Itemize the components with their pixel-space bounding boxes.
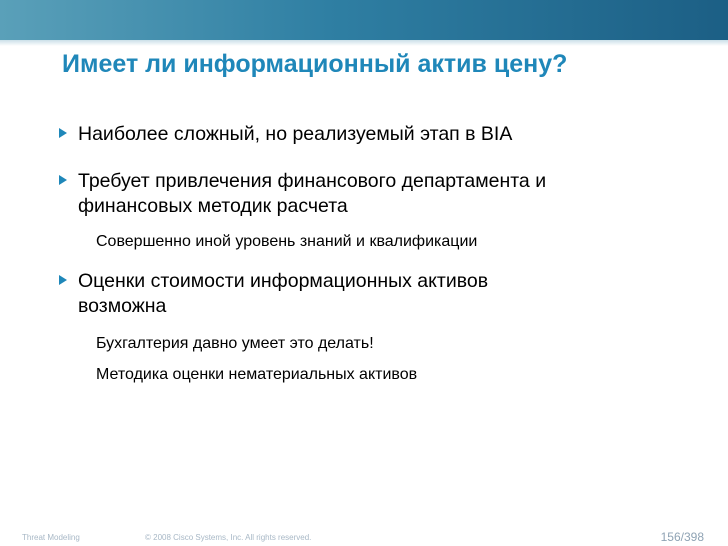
- bullet-arrow-icon: [59, 175, 67, 185]
- bullet-arrow-icon: [59, 128, 67, 138]
- header-bar-shadow: [0, 40, 728, 46]
- bullet-text: Наиболее сложный, но реализуемый этап в BIA: [78, 123, 513, 145]
- bullet-arrow-icon: [59, 275, 67, 285]
- sub-bullet-text: Бухгалтерия давно умеет это делать!: [96, 335, 374, 352]
- sub-bullet-text: Совершенно иной уровень знаний и квалификации: [96, 233, 478, 250]
- bullet-text: возможна: [78, 295, 167, 317]
- bullet-text: финансовых методик расчета: [78, 195, 348, 217]
- sub-bullet-text: Методика оценки нематериальных активов: [96, 366, 418, 383]
- slide-title: Имеет ли информационный актив цену?: [62, 50, 568, 78]
- bullet-text: Требует привлечения финансового департамента и: [78, 170, 547, 192]
- bullet-text: Оценки стоимости информационных активов: [78, 270, 489, 292]
- footer-left-text: Threat Modeling: [22, 533, 80, 542]
- page-number: 156/398: [660, 530, 704, 544]
- header-bar: [0, 0, 728, 40]
- footer-copyright: © 2008 Cisco Systems, Inc. All rights reserved.: [145, 533, 312, 542]
